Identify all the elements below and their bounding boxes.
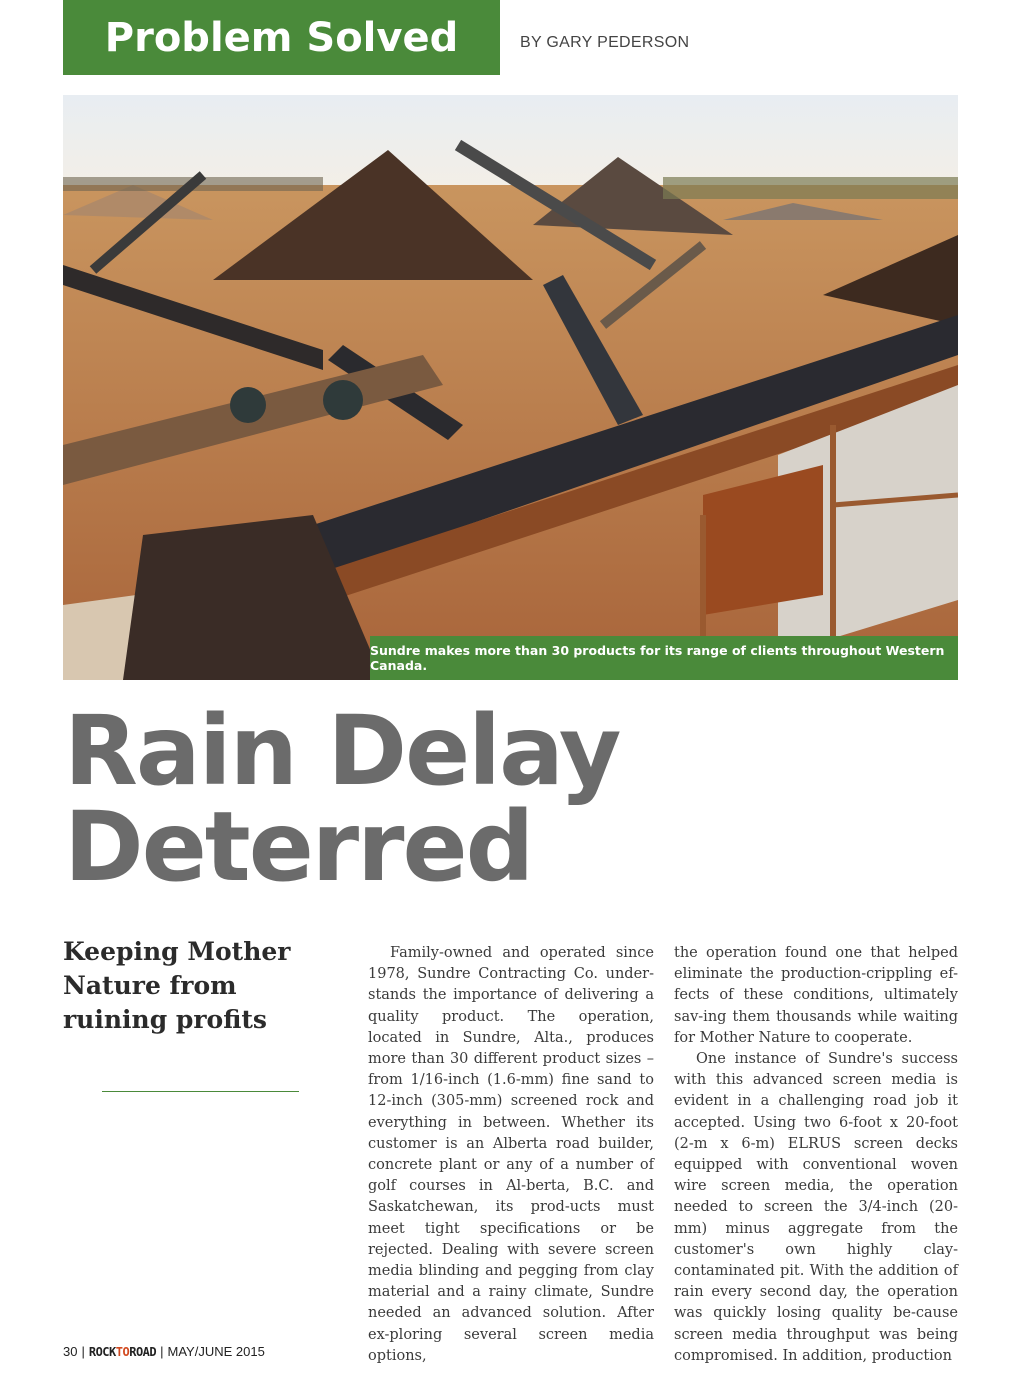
subhead-divider	[102, 1091, 299, 1092]
issue-date: MAY/JUNE 2015	[167, 1344, 265, 1359]
photo-caption	[370, 636, 958, 680]
footer-separator: |	[81, 1344, 85, 1359]
footer-separator: |	[160, 1344, 164, 1359]
page-footer	[63, 1344, 265, 1359]
article-subhead: Keeping Mother Nature from ruining profits	[63, 937, 291, 1034]
paragraph: Family-owned and operated since 1978, Sundre Contracting Co. under-stands the importance of delivering a quality product. The operation, located in Sundre, Alta., produces more than 30 different product sizes – from 1/16-inch (1.6-mm) fine sand to 12-inch (305-mm) screened rock and everything in between. Whether its customer is an Alberta road builder, concrete plant or any of a number of golf courses in Al-berta, B.C. and Saskatchewan, its prod-ucts must meet tight specifications or be rejected. Dealing with severe screen media blinding and pegging from clay material and a rainy climate, Sundre needed an advanced solution. After ex-ploring several screen media options,	[368, 945, 654, 1364]
article-column-1	[368, 943, 654, 1367]
quarry-conveyor-illustration	[63, 95, 958, 680]
logo-rock-text: ROCK	[88, 1344, 116, 1359]
article-headline	[64, 695, 620, 903]
section-label: Problem Solved	[104, 14, 459, 61]
section-banner	[63, 0, 500, 75]
logo-to-text: TO	[115, 1344, 130, 1359]
article-column-2	[674, 943, 958, 1367]
logo-road-text: ROAD	[129, 1344, 157, 1359]
headline-line-1: Rain Delay	[64, 695, 620, 807]
caption-text: Sundre makes more than 30 products for its range of clients throughout Western Canada.	[370, 643, 945, 673]
magazine-logo	[89, 1345, 156, 1359]
headline-line-2: Deterred	[64, 791, 533, 903]
article-photo	[63, 95, 958, 680]
paragraph: One instance of Sundre's success with this advanced screen media is evident in a challenging road job it accepted. Using two 6-foot x 20-foot (2-m x 6-m) ELRUS screen decks equipped with conventional woven wire screen media, the operation needed to screen the 3/4-inch (20-mm) minus aggregate from the customer's own highly clay-contaminated pit. With the addition of rain every second day, the operation was quickly losing quality be-cause screen media throughput was being compromised. In addition, production	[674, 1051, 958, 1364]
paragraph: the operation found one that helped eliminate the production-crippling ef-fects of these conditions, ultimately sav-ing them thousands while waiting for Mother Nature to cooperate.	[674, 945, 958, 1046]
page-number: 30	[63, 1344, 78, 1359]
byline: BY GARY PEDERSON	[520, 34, 690, 51]
